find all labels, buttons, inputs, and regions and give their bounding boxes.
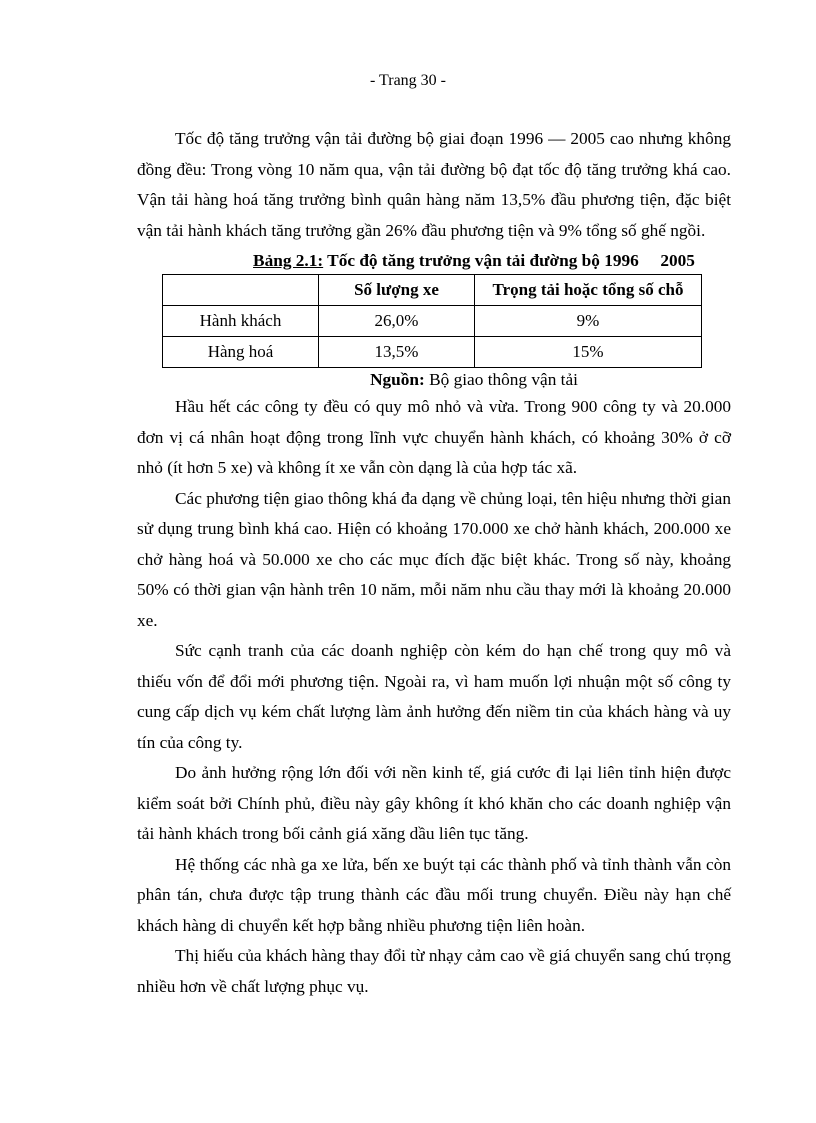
paragraph-company-size: Hầu hết các công ty đều có quy mô nhỏ và vừa. Trong 900 công ty và 20.000 đơn vị cá nhân hoạt động trong lĩnh vực chuyển hành khách, có khoảng 30% ở cỡ nhỏ (ít hơn 5 xe) và không ít xe vẫn còn dạng là của hợp tác xã. bbox=[137, 397, 731, 477]
document-body bbox=[137, 124, 731, 1002]
table-header-capacity: Trọng tải hoặc tổng số chỗ bbox=[475, 275, 702, 306]
table-cell: Hàng hoá bbox=[163, 337, 319, 368]
table-header-empty bbox=[163, 275, 319, 306]
table-caption-text: Tốc độ tăng trưởng vận tải đường bộ 1996 2005 bbox=[323, 251, 695, 270]
page-number: - Trang 30 - bbox=[369, 72, 446, 89]
paragraph-fares: Do ảnh hưởng rộng lớn đối với nền kinh tế, giá cước đi lại liên tỉnh hiện được kiểm soát bởi Chính phủ, điều này gây không ít khó khăn cho các doanh nghiệp vận tải hành khách trong bối cảnh giá xăng dầu liên tục tăng. bbox=[137, 763, 731, 843]
table-cell: 9% bbox=[475, 306, 702, 337]
table-source-label: Nguồn: bbox=[370, 370, 425, 389]
paragraph-growth-rate: Tốc độ tăng trưởng vận tải đường bộ giai đoạn 1996 — 2005 cao nhưng không đồng đều: Trong vòng 10 năm qua, vận tải đường bộ đạt tốc độ tăng trưởng khá cao. Vận tải hàng hoá tăng trưởng bình quân hàng năm 13,5% đầu phương tiện, đặc biệt vận tải hành khách tăng trưởng gần 26% đầu phương tiện và 9% tổng số ghế ngồi. bbox=[137, 129, 731, 240]
table-cell: 13,5% bbox=[319, 337, 475, 368]
paragraph-competitiveness: Sức cạnh tranh của các doanh nghiệp còn kém do hạn chế trong quy mô và thiếu vốn để đổi mới phương tiện. Ngoài ra, vì ham muốn lợi nhuận một số công ty cung cấp dịch vụ kém chất lượng làm ảnh hưởng đến niềm tin của khách hàng và uy tín của công ty. bbox=[137, 641, 731, 752]
table-cell: 15% bbox=[475, 337, 702, 368]
table-header-vehicles: Số lượng xe bbox=[319, 275, 475, 306]
growth-table bbox=[162, 274, 702, 368]
table-header-row bbox=[163, 275, 702, 306]
table-caption bbox=[137, 248, 731, 274]
table-source-text: Bộ giao thông vận tải bbox=[424, 370, 578, 389]
paragraph-customer-taste: Thị hiếu của khách hàng thay đổi từ nhạy cảm cao về giá chuyển sang chú trọng nhiều hơn về chất lượng phục vụ. bbox=[137, 946, 731, 996]
paragraph-stations: Hệ thống các nhà ga xe lửa, bến xe buýt tại các thành phố và tỉnh thành vẫn còn phân tán, chưa được tập trung thành các đầu mối trung chuyển. Điều này hạn chế khách hàng di chuyển kết hợp bằng nhiều phương tiện liên hoàn. bbox=[137, 854, 731, 935]
table-cell: 26,0% bbox=[319, 306, 475, 337]
paragraph-vehicle-types: Các phương tiện giao thông khá đa dạng về chủng loại, tên hiệu nhưng thời gian sử dụng trung bình khá cao. Hiện có khoảng 170.000 xe chở hành khách, 200.000 xe chở hàng hoá và 50.000 xe cho các mục đích đặc biệt khác. Trong số này, khoảng 50% có thời gian vận hành trên 10 năm, mỗi năm nhu cầu thay mới là khoảng 20.000 xe. bbox=[137, 488, 731, 630]
table-row bbox=[163, 306, 702, 337]
table-cell: Hành khách bbox=[163, 306, 319, 337]
table-source bbox=[137, 368, 731, 392]
table-caption-label: Bảng 2.1: bbox=[253, 251, 324, 270]
table-row bbox=[163, 337, 702, 368]
